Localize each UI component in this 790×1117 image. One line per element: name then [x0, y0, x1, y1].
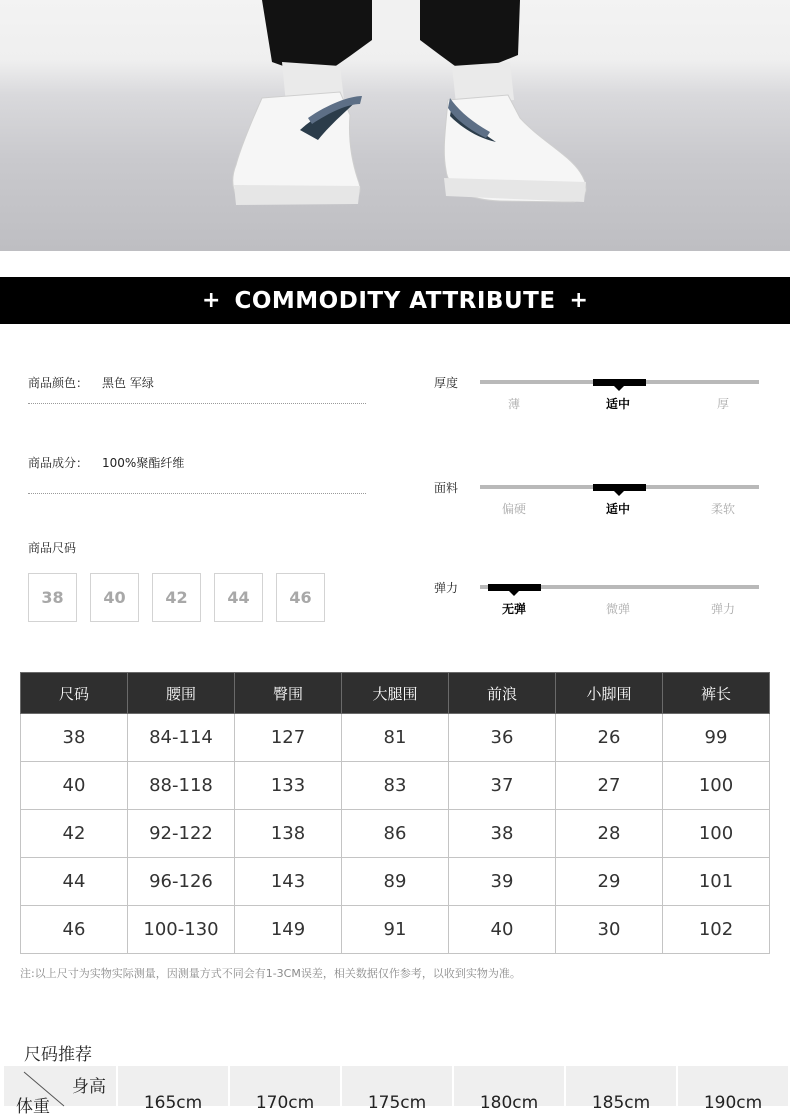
table-cell: 101 — [663, 858, 770, 906]
table-cell: 100 — [663, 810, 770, 858]
table-cell: 149 — [235, 906, 342, 954]
attr-color-label: 商品颜色： — [28, 376, 89, 390]
table-cell: 81 — [342, 714, 449, 762]
scale-fabric-option-selected: 适中 — [605, 502, 630, 516]
pointer-icon — [509, 591, 519, 596]
recommendation-title: 尺码推荐 — [24, 1045, 92, 1065]
table-cell: 133 — [235, 762, 342, 810]
table-cell: 38 — [449, 810, 556, 858]
pointer-icon — [614, 491, 624, 496]
scale-stretch-option-selected: 无弹 — [501, 602, 526, 616]
table-header-cell: 腰围 — [128, 673, 235, 714]
scale-fabric-option: 柔软 — [710, 502, 735, 516]
size-option-42[interactable]: 42 — [152, 573, 201, 622]
corner-height-label: 身高 — [72, 1077, 106, 1097]
size-option-38[interactable]: 38 — [28, 573, 77, 622]
attr-material-value: 100%聚酯纤维 — [102, 456, 185, 470]
table-header-cell: 裤长 — [663, 673, 770, 714]
scale-thickness-option: 薄 — [507, 397, 520, 411]
table-cell: 96-126 — [128, 858, 235, 906]
corner-weight-label: 体重 — [16, 1097, 50, 1117]
scale-thickness-option: 厚 — [716, 397, 729, 411]
plus-icon: + — [202, 287, 221, 313]
height-column-header — [342, 1066, 452, 1113]
table-header-cell: 尺码 — [21, 673, 128, 714]
sneakers-illustration — [0, 0, 790, 251]
product-photo — [0, 0, 790, 251]
scale-stretch-option: 弹力 — [710, 602, 735, 616]
scale-thickness-marker — [593, 379, 646, 386]
table-row — [21, 858, 770, 906]
scale-fabric-marker — [593, 484, 646, 491]
divider — [28, 493, 366, 494]
scale-fabric-label: 面料 — [434, 481, 459, 495]
attr-color-value: 黑色 军绿 — [102, 376, 154, 390]
table-row — [21, 906, 770, 954]
table-cell: 40 — [449, 906, 556, 954]
table-cell: 100 — [663, 762, 770, 810]
table-cell: 102 — [663, 906, 770, 954]
measurement-note: 注:以上尺寸为实物实际测量，因测量方式不同会有1-3CM误差，相关数据仅作参考，以收到实物为准。 — [20, 967, 521, 980]
table-cell: 46 — [21, 906, 128, 954]
height-column-header — [118, 1066, 228, 1113]
table-cell: 83 — [342, 762, 449, 810]
table-header-cell: 前浪 — [449, 673, 556, 714]
table-cell: 138 — [235, 810, 342, 858]
table-cell: 127 — [235, 714, 342, 762]
height-column-header — [566, 1066, 676, 1113]
table-cell: 84-114 — [128, 714, 235, 762]
table-row — [21, 714, 770, 762]
table-cell: 143 — [235, 858, 342, 906]
table-cell: 91 — [342, 906, 449, 954]
table-cell: 92-122 — [128, 810, 235, 858]
table-cell: 99 — [663, 714, 770, 762]
table-row — [21, 762, 770, 810]
scale-stretch-label: 弹力 — [434, 581, 459, 595]
height-label: 165cm — [143, 1093, 203, 1113]
height-label: 175cm — [367, 1093, 427, 1113]
table-row — [21, 810, 770, 858]
size-option-44[interactable]: 44 — [214, 573, 263, 622]
plus-icon: + — [569, 287, 588, 313]
table-cell: 38 — [21, 714, 128, 762]
pointer-icon — [614, 386, 624, 391]
table-header-cell: 小脚围 — [556, 673, 663, 714]
scale-stretch-option: 微弹 — [605, 602, 630, 616]
height-label: 180cm — [479, 1093, 539, 1113]
attr-size-label: 商品尺码 — [28, 541, 77, 555]
height-column-header — [230, 1066, 340, 1113]
table-cell: 27 — [556, 762, 663, 810]
attr-material — [28, 454, 366, 471]
recommendation-corner — [4, 1066, 116, 1117]
size-option-46[interactable]: 46 — [276, 573, 325, 622]
table-cell: 100-130 — [128, 906, 235, 954]
table-cell: 30 — [556, 906, 663, 954]
table-cell: 36 — [449, 714, 556, 762]
height-label: 185cm — [591, 1093, 651, 1113]
table-cell: 44 — [21, 858, 128, 906]
scale-thickness-option-selected: 适中 — [605, 397, 630, 411]
size-option-40[interactable]: 40 — [90, 573, 139, 622]
height-column-header — [454, 1066, 564, 1113]
table-header-row — [21, 673, 770, 714]
table-cell: 29 — [556, 858, 663, 906]
section-title: COMMODITY ATTRIBUTE — [234, 287, 556, 314]
table-header-cell: 臀围 — [235, 673, 342, 714]
table-cell: 40 — [21, 762, 128, 810]
recommendation-header — [4, 1066, 790, 1117]
scale-thickness-label: 厚度 — [434, 376, 459, 390]
divider — [28, 403, 366, 404]
scale-stretch-marker — [488, 584, 541, 591]
scale-fabric-option: 偏硬 — [501, 502, 526, 516]
size-table — [20, 672, 770, 954]
attr-color — [28, 374, 366, 391]
table-cell: 26 — [556, 714, 663, 762]
table-cell: 86 — [342, 810, 449, 858]
attr-material-label: 商品成分： — [28, 456, 89, 470]
height-label: 190cm — [703, 1093, 763, 1113]
table-cell: 37 — [449, 762, 556, 810]
table-cell: 88-118 — [128, 762, 235, 810]
height-column-header — [678, 1066, 788, 1113]
height-label: 170cm — [255, 1093, 315, 1113]
section-banner — [0, 277, 790, 324]
table-cell: 39 — [449, 858, 556, 906]
table-cell: 42 — [21, 810, 128, 858]
table-cell: 28 — [556, 810, 663, 858]
table-header-cell: 大腿围 — [342, 673, 449, 714]
table-cell: 89 — [342, 858, 449, 906]
